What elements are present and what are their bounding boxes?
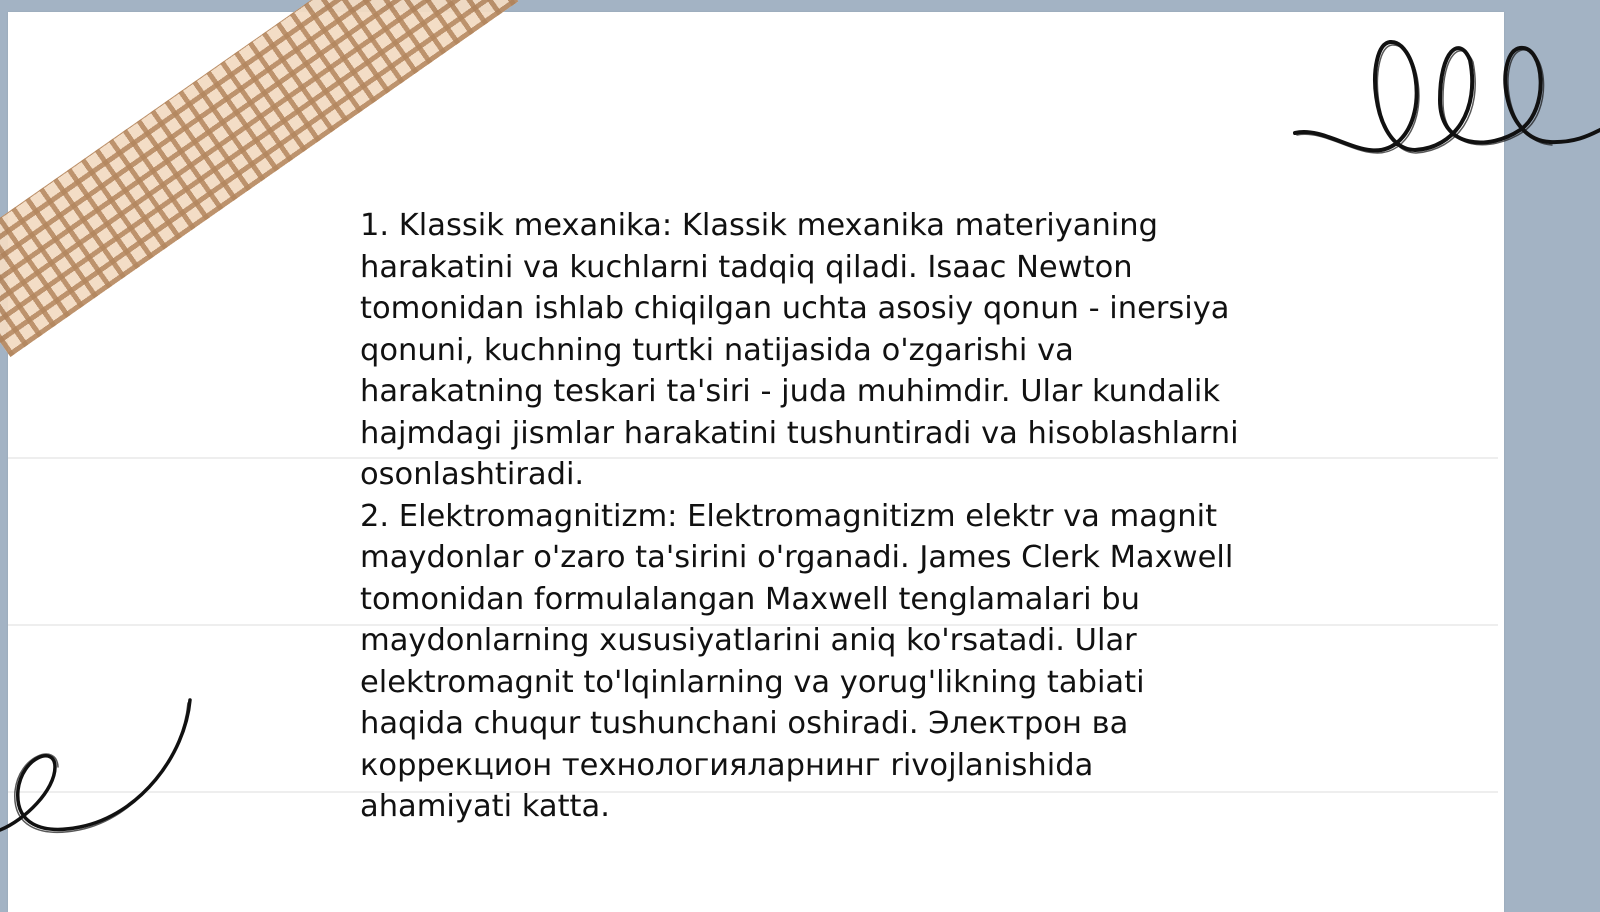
body-text xyxy=(360,205,1240,828)
loopy-scribble-icon xyxy=(1290,30,1600,165)
loop-swoosh-icon xyxy=(0,695,200,845)
paragraph-electromagnetism: 2. Elektromagnitizm: Elektromagnitizm elektr va magnit maydonlar o'zaro ta'sirini o'rganadi. James Clerk Maxwell tomonidan formulalangan Maxwell tenglamalari bu maydonlarning xususiyatlarini aniq ko'rsatadi. Ular elektromagnit to'lqinlarning va yorug'likning tabiati haqida chuqur tushunchani oshiradi. Электрон ва коррекцион технологияларнинг rivojlanishida ahamiyati katta. xyxy=(360,498,1234,824)
paragraph-classical-mechanics: 1. Klassik mexanika: Klassik mexanika materiyaning harakatini va kuchlarni tadqiq qiladi. Isaac Newton tomonidan ishlab chiqilgan uchta asosiy qonun - inersiya qonuni, kuchning turtki natijasida o'zgarishi va harakatning teskari ta'siri - juda muhimdir. Ular kundalik hajmdagi jismlar harakatini tushuntiradi va hisoblashlarni osonlashtiradi. xyxy=(360,208,1239,492)
